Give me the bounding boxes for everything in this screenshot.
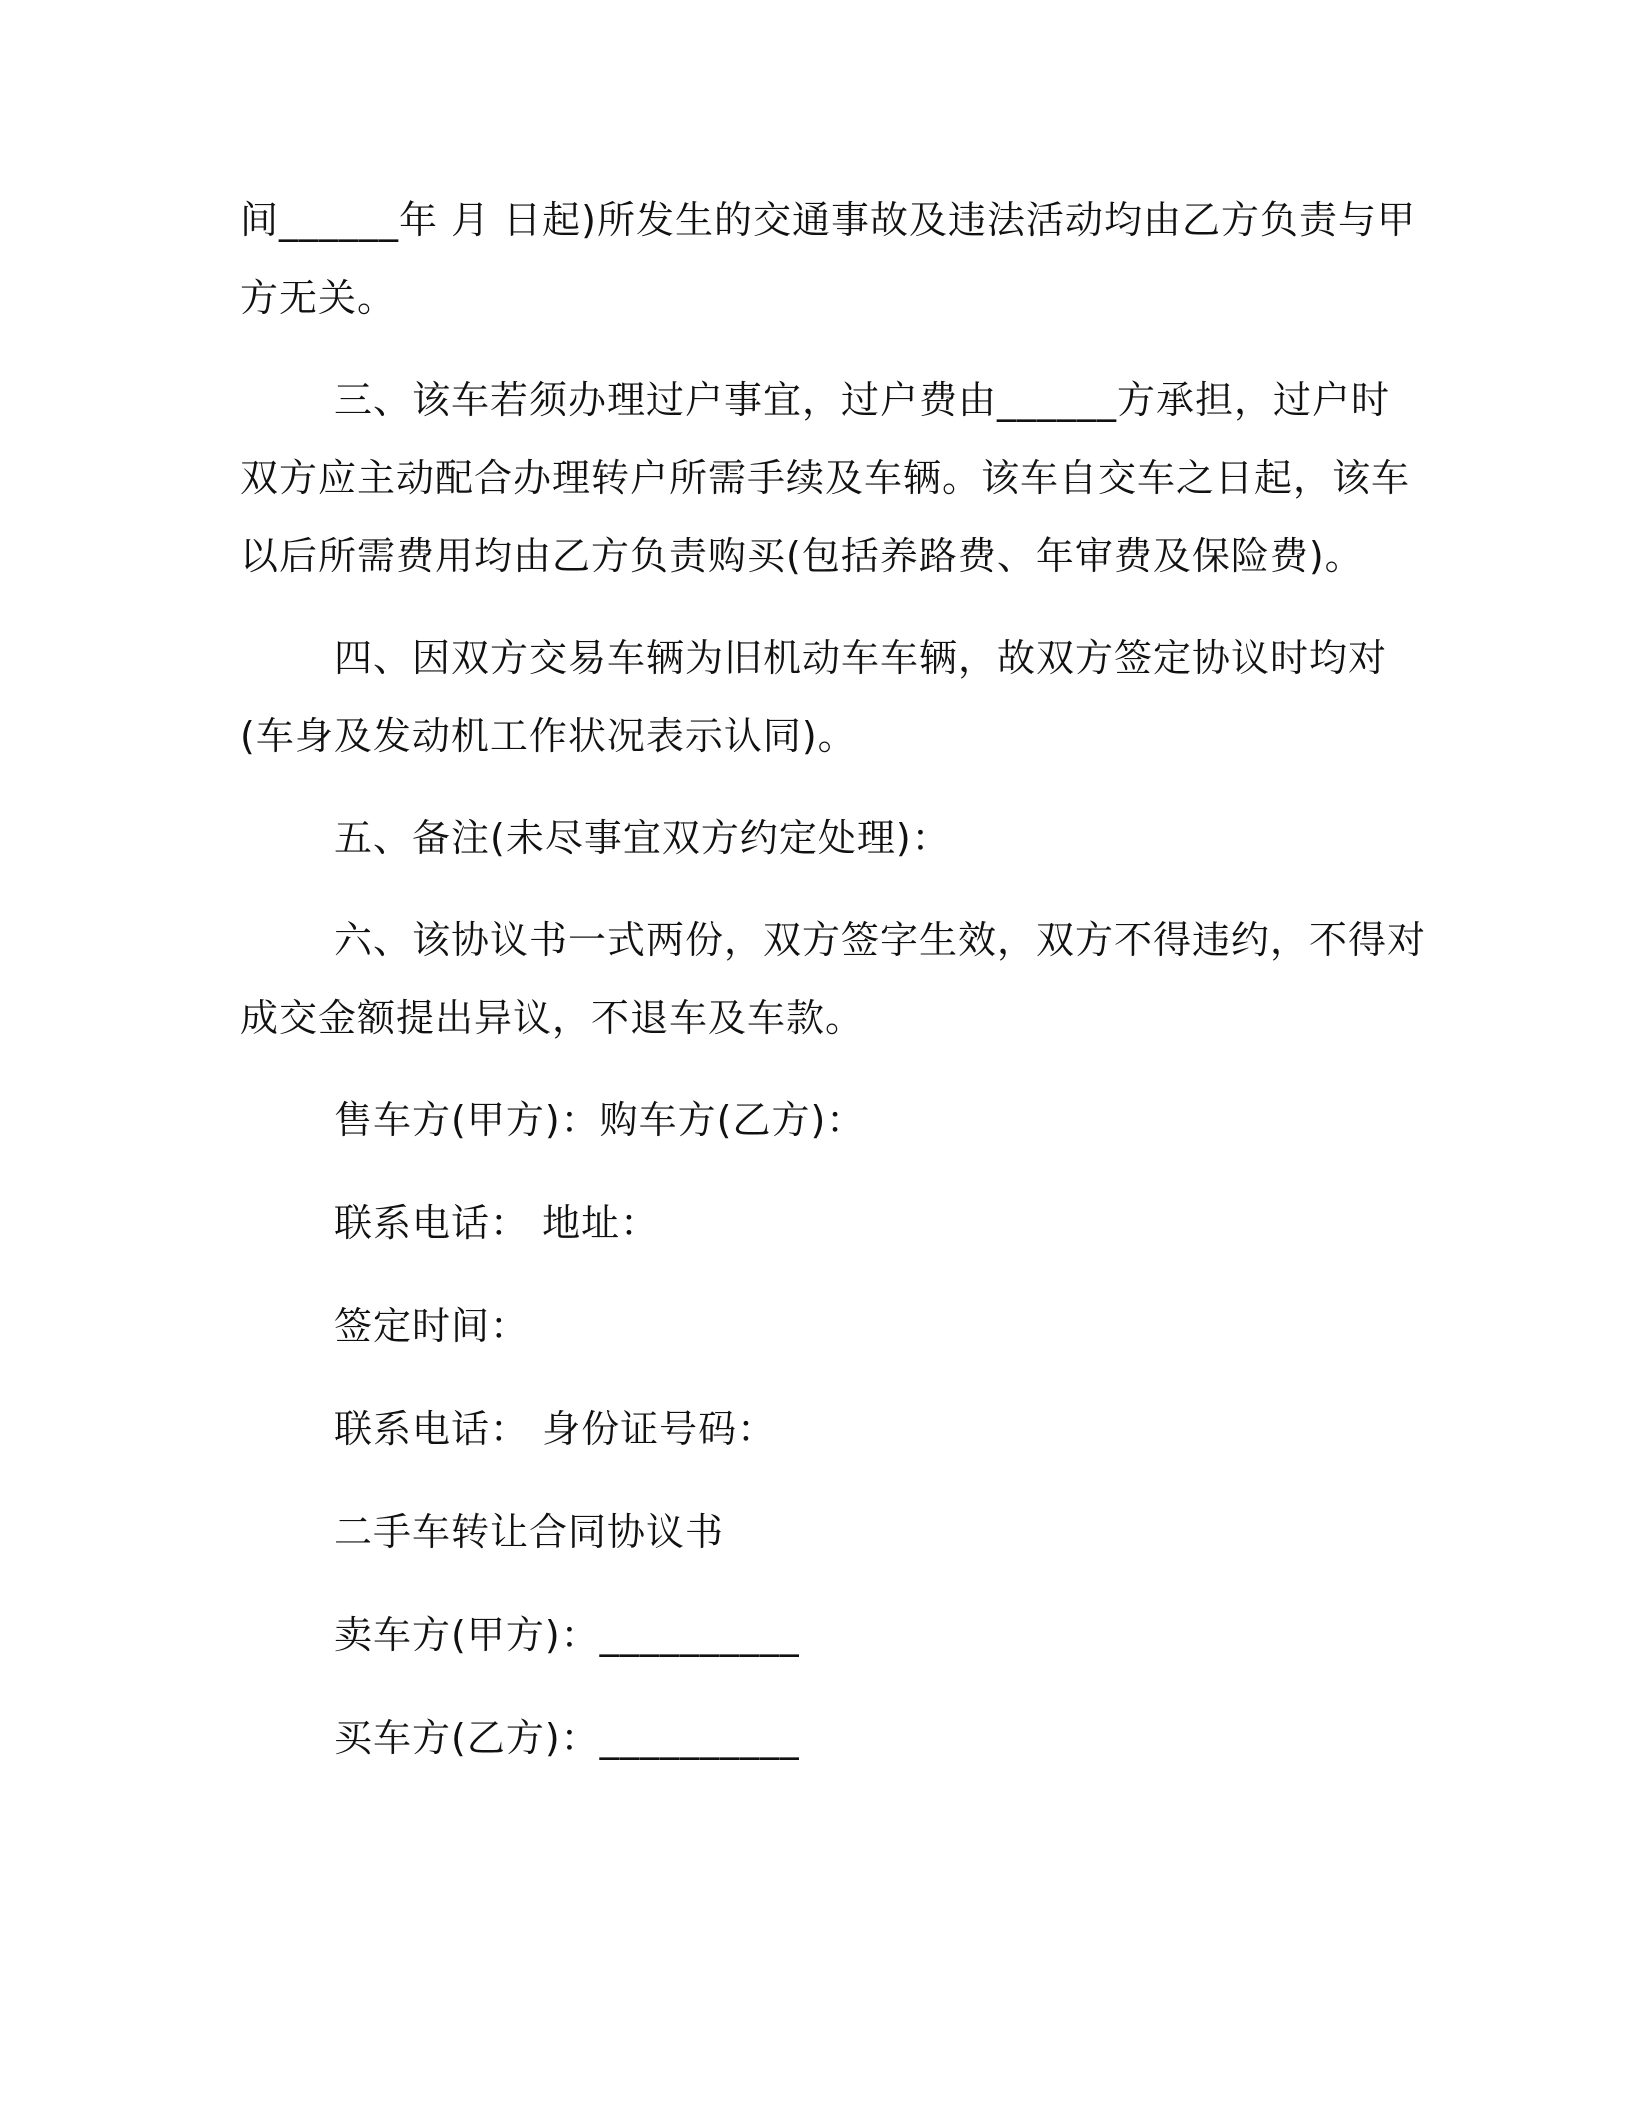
clause-four-line-2: (车身及发动机工作状况表示认同)。 — [240, 714, 857, 758]
signing-time-line: 签定时间： — [334, 1304, 530, 1348]
clause-four-line-1: 四、因双方交易车辆为旧机动车车辆，故双方签定协议时均对 — [334, 636, 1388, 680]
clause-two-continued-line-2: 方无关。 — [240, 276, 397, 320]
clause-three-line-2: 双方应主动配合办理转户所需手续及车辆。该车自交车之日起，该车 — [240, 456, 1411, 500]
clause-three-line-3: 以后所需费用均由乙方负责购买(包括养路费、年审费及保险费)。 — [240, 534, 1364, 578]
clause-six-line-2: 成交金额提出异议，不退车及车款。 — [240, 996, 865, 1040]
phone-id-line: 联系电话： 身份证号码： — [334, 1407, 777, 1451]
clause-six-line-1: 六、该协议书一式两份，双方签字生效，双方不得违约，不得对 — [334, 918, 1427, 962]
parties-line: 售车方(甲方)：购车方(乙方)： — [334, 1098, 866, 1142]
clause-three-line-1: 三、该车若须办理过户事宜，过户费由______方承担，过户时 — [334, 378, 1391, 422]
phone-address-line: 联系电话： 地址： — [334, 1201, 660, 1245]
buyer-line: 买车方(乙方)：__________ — [334, 1716, 800, 1760]
clause-two-continued-line-1: 间______年 月 日起)所发生的交通事故及违法活动均由乙方负责与甲 — [240, 198, 1416, 242]
seller-line: 卖车方(甲方)：__________ — [334, 1613, 800, 1657]
contract-title: 二手车转让合同协议书 — [334, 1510, 725, 1554]
clause-five: 五、备注(未尽事宜双方约定处理)： — [334, 816, 951, 860]
